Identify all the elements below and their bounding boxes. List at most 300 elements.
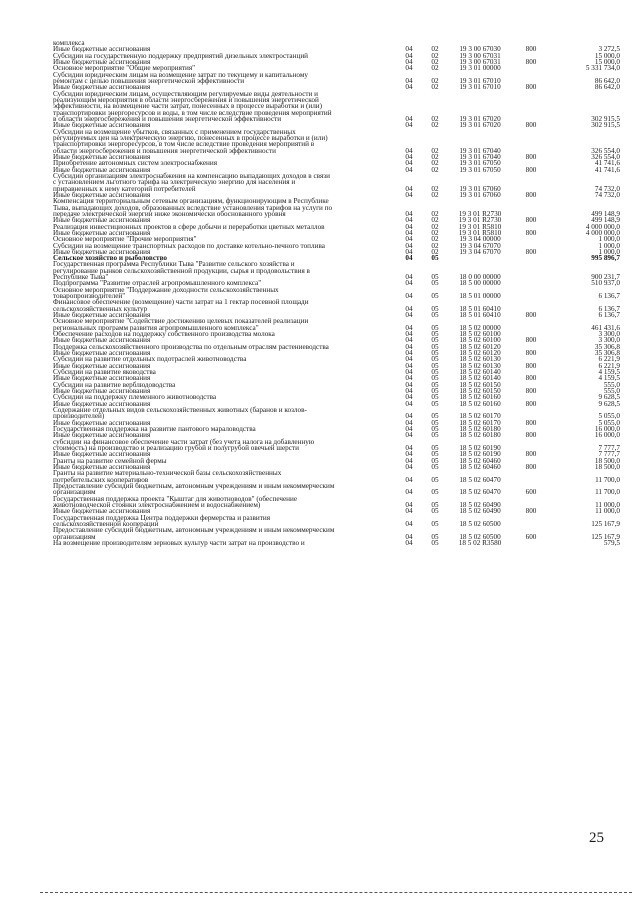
row-name: Тыва, выпадающих доходов, образованных вследствие установления тарифов на услуги по [53,203,333,212]
row-target-code: 19 3 01 R5810 [458,222,502,231]
row-name: Основное мероприятие "Содействие достижению целевых показателей реализации [53,317,309,326]
row-amount: 86 642,0 [594,83,620,92]
row-amount: 3 272,5 [598,45,620,54]
row-amount: 9 628,5 [598,399,620,408]
row-expense-type: 600 [525,532,537,541]
row-target-code: 18 5 02 60180 [459,431,501,440]
row-amount: 302 915,5 [591,114,620,123]
row-name: Государственная поддержка проекта "Кыштаг для животноводов" (обеспечение [53,494,298,503]
row-subsection: 02 [431,45,439,54]
row-amount: 15 000,0 [594,51,620,60]
row-name: Иные бюджетные ассигнования [53,45,151,54]
row-target-code: 18 5 02 60170 [459,412,501,421]
row-expense-type: 800 [525,311,537,320]
row-subsection: 02 [431,64,439,73]
row-amount: 499 148,9 [591,216,620,225]
row-target-code: 18 5 02 60500 [459,519,501,528]
row-target-code: 18 5 02 60120 [459,342,501,351]
row-target-code: 18 5 02 60150 [459,387,501,396]
row-name: Республике Тыва" [53,273,109,282]
row-name: товаропроизводителей" [53,292,126,301]
row-target-code: 18 0 00 00000 [459,273,501,282]
row-amount: 35 306,8 [594,342,620,351]
row-section: 04 [405,64,413,73]
row-subsection: 02 [431,76,439,85]
row-section: 04 [405,387,413,396]
row-name: Иные бюджетные ассигнования [53,507,151,516]
row-name: Компенсация территориальным сетевым организациям, функционирующим в Республике [53,197,329,206]
row-name: Обеспечение расходов на поддержку собственного производства молока [53,330,275,339]
row-subsection: 02 [431,159,439,168]
row-section: 04 [405,425,413,434]
row-section: 04 [405,431,413,440]
row-subsection: 05 [431,279,439,288]
row-subsection: 05 [431,361,439,370]
row-expense-type: 800 [525,216,537,225]
row-name: транспортировки энергоресурсов, в том числе вследствие проведения мероприятий в [53,140,315,149]
row-target-code: 18 5 02 60130 [459,355,501,364]
row-name: Подпрограмма "Развитие отраслей агропромышленного комплекса" [53,279,262,288]
row-section: 04 [405,114,413,123]
row-subsection: 05 [431,336,439,345]
row-expense-type: 800 [525,190,537,199]
row-amount: 125 167,9 [591,532,620,541]
row-name: комплекса [53,39,85,47]
row-name: Основное мероприятие "Общие мероприятия" [53,64,196,73]
row-amount: 555,0 [603,387,620,396]
row-name: Поддержка сельскохозяйственного производства по отдельным отраслям растениеводства [53,342,329,351]
row-target-code: 19 3 01 67060 [459,184,501,193]
row-section: 04 [405,51,413,60]
row-target-code: 19 3 04 00000 [459,235,501,244]
row-name: Иные бюджетные ассигнования [53,349,151,358]
row-name: Субсидии юридическим лицам, осуществляющим регулируемые виды деятельности и [53,89,319,98]
row-name: Иные бюджетные ассигнования [53,374,151,383]
row-section: 04 [405,456,413,465]
row-section: 04 [405,462,413,471]
row-subsection: 02 [431,146,439,155]
row-name: реализующим мероприятия в области энергосбережения и повышения энергетической [53,95,319,104]
row-expense-type: 800 [525,121,537,130]
row-target-code: 19 3 04 67070 [459,241,501,250]
row-name: Субсидии на возмещение транспортных расходов по доставке котельно-печного топлива [53,241,325,250]
row-section: 04 [405,507,413,516]
row-name: Субсидии организациям электроснабжения на компенсацию выпадающих доходов в связи [53,171,330,180]
row-target-code: 18 5 02 60140 [459,374,501,383]
row-subsection: 05 [431,519,439,528]
row-amount: 6 136,7 [598,292,620,301]
row-section: 04 [405,519,413,528]
row-subsection: 02 [431,216,439,225]
row-amount: 18 500,0 [594,456,620,465]
row-target-code: 19 3 01 67010 [459,83,501,92]
row-amount: 3 300,0 [598,330,620,339]
row-target-code: 19 3 01 67020 [459,114,501,123]
row-expense-type: 800 [525,45,537,54]
row-section: 04 [405,190,413,199]
row-subsection: 05 [431,475,439,484]
row-amount: 579,5 [603,538,620,547]
row-expense-type: 800 [525,83,537,92]
row-section: 04 [405,159,413,168]
row-subsection: 05 [431,380,439,389]
row-section: 04 [405,450,413,459]
row-amount: 7 777,7 [598,444,620,452]
row-subsection: 05 [431,254,439,263]
row-amount: 15 000,0 [594,57,620,66]
row-section: 04 [405,330,413,339]
row-name: Иные бюджетные ассигнования [53,216,151,225]
row-amount: 16 000,0 [594,431,620,440]
row-amount: 6 136,7 [598,311,620,320]
row-target-code: 19 3 01 67040 [459,152,501,161]
row-subsection: 05 [431,273,439,282]
row-target-code: 18 5 02 60500 [459,532,501,541]
row-subsection: 02 [431,165,439,174]
row-amount: 4 159,5 [598,368,620,377]
row-target-code: 18 5 02 60100 [459,336,501,345]
row-subsection: 02 [431,114,439,123]
row-name: На возмещение производителям зерновых культур части затрат на производство и [53,538,305,547]
row-target-code: 18 5 02 60470 [459,488,501,497]
row-subsection: 05 [431,450,439,459]
row-expense-type: 800 [525,228,537,237]
row-section: 04 [405,121,413,130]
row-target-code: 19 3 01 67060 [459,190,501,199]
row-name: Иные бюджетные ассигнования [53,57,151,66]
row-amount: 6 221,9 [598,361,620,370]
row-name: организациям [53,532,96,541]
row-name: Иные бюджетные ассигнования [53,361,151,370]
row-subsection: 05 [431,488,439,497]
row-name: области энергосбережения и повышения энергетической эффективности [53,146,276,155]
row-amount: 11 000,0 [595,507,620,516]
row-subsection: 05 [431,368,439,377]
row-amount: 6 221,9 [598,355,620,364]
row-subsection: 05 [431,412,439,421]
row-section: 04 [405,146,413,155]
row-name: Государственная поддержка на развитие пантового мараловодства [53,425,256,434]
row-section: 04 [405,222,413,231]
row-section: 04 [405,538,413,547]
row-name: Содержание отдельных видов сельскохозяйственных животных (баранов и козлов- [53,406,307,415]
row-target-code: 18 5 02 60140 [459,368,501,377]
row-amount: 5 331 734,0 [585,64,620,73]
row-expense-type: 600 [525,488,537,497]
row-subsection: 05 [431,538,439,547]
row-target-code: 19 3 00 67030 [459,45,501,54]
row-amount: 74 732,0 [594,190,620,199]
row-section: 04 [405,241,413,250]
row-target-code: 19 3 00 67031 [459,51,501,60]
row-name: организациям [53,488,96,497]
row-amount: 11 000,0 [595,500,620,509]
page-number: 25 [589,830,604,846]
row-target-code: 19 3 00 67031 [459,57,501,66]
row-name: субсидии на финансовое обеспечение части затрат (без учета налога на добавленную [53,437,315,446]
row-subsection: 05 [431,349,439,358]
row-section: 04 [405,349,413,358]
row-name: Субсидии на государственную поддержку предприятий дизельных электростанций [53,51,309,60]
row-name: в области энергосбережения и повышения энергетической эффективности [53,114,282,123]
row-section: 04 [405,57,413,66]
row-target-code: 18 5 00 00000 [459,279,501,288]
row-subsection: 05 [431,342,439,351]
row-subsection: 05 [431,323,439,332]
row-section: 04 [405,209,413,218]
row-section: 04 [405,342,413,351]
row-section: 04 [405,380,413,389]
row-target-code: 19 3 01 67050 [459,165,501,174]
row-subsection: 05 [431,418,439,427]
row-name: приравненных к нему категорий потребителей [53,184,196,193]
row-subsection: 02 [431,209,439,218]
row-amount: 35 306,8 [594,349,620,358]
row-amount: 11 700,0 [595,475,620,484]
row-amount: 7 777,7 [598,450,620,459]
row-subsection: 05 [431,393,439,402]
row-name: регулирование рынков сельскохозяйственной продукции, сырья и продовольствия в [53,266,310,275]
row-target-code: 18 5 02 60180 [459,425,501,434]
row-section: 04 [405,184,413,193]
row-section: 04 [405,165,413,174]
row-name: Финансовое обеспечение (возмещение) части затрат на 1 гектар посевной площади [53,298,309,307]
row-subsection: 05 [431,462,439,471]
row-amount: 326 554,0 [591,146,620,155]
row-subsection: 02 [431,190,439,199]
row-target-code: 18 5 02 R3580 [458,538,502,547]
row-target-code: 18 5 02 60160 [459,399,501,408]
row-section: 04 [405,83,413,92]
row-target-code: 18 5 02 60170 [459,418,501,427]
row-section: 04 [405,235,413,244]
row-amount: 18 500,0 [594,462,620,471]
row-target-code: 18 5 02 60490 [459,507,501,516]
row-amount: 302 915,5 [591,121,620,130]
row-subsection: 05 [431,304,439,313]
row-subsection: 02 [431,83,439,92]
row-amount: 11 700,0 [595,488,620,497]
row-subsection: 05 [431,374,439,383]
row-amount: 900 231,7 [591,273,620,282]
row-name: передаче электрической энергии ниже экономически обоснованного уровня [53,209,286,218]
row-target-code: 19 3 01 R2730 [458,209,502,218]
row-section: 04 [405,418,413,427]
row-target-code: 19 3 01 67020 [459,121,501,130]
row-subsection: 05 [431,532,439,541]
row-amount: 5 055,0 [598,418,620,427]
row-subsection: 05 [431,292,439,301]
row-expense-type: 800 [525,57,537,66]
row-section: 04 [405,279,413,288]
row-name: Иные бюджетные ассигнования [53,152,151,161]
row-expense-type: 800 [525,387,537,396]
row-name: Иные бюджетные ассигнования [53,418,151,427]
row-subsection: 02 [431,235,439,244]
row-name: Субсидии на развитие верблюдоводства [53,380,176,389]
row-section: 04 [405,355,413,364]
row-name: Иные бюджетные ассигнования [53,387,151,396]
row-name: Субсидии юридическим лицам на возмещение затрат по текущему и капитальному [53,70,309,79]
row-subsection: 02 [431,121,439,130]
row-name: Иные бюджетные ассигнования [53,228,151,237]
row-subsection: 02 [431,184,439,193]
row-amount: 4 000 000,0 [585,228,620,237]
row-amount: 4 000 000,0 [585,222,620,231]
row-name: регулируемых цен на электрическую энергию, понесенных в процессе выработки и (или) [53,133,328,142]
row-section: 04 [405,76,413,85]
row-section: 04 [405,488,413,497]
row-subsection: 05 [431,500,439,509]
row-section: 04 [405,152,413,161]
row-name: Приобретение автономных систем электроснабжения [53,159,218,168]
row-name: Субсидии на поддержку племенного животноводства [53,393,217,402]
row-name: Иные бюджетные ассигнования [53,247,151,256]
row-amount: 1 000,0 [598,247,620,256]
row-amount: 3 300,0 [598,336,620,345]
row-amount: 41 741,6 [594,165,620,174]
row-target-code: 18 5 02 60460 [459,456,501,465]
row-expense-type: 800 [525,507,537,516]
row-name: Сельское хозяйство и рыболовство [53,254,168,263]
row-name: эффективности, на возмещение части затрат, понесенных в процессе выработки и (или) [53,102,323,111]
row-subsection: 05 [431,425,439,434]
row-name: Иные бюджетные ассигнования [53,311,151,320]
row-name: Предоставление субсидий бюджетным, автономным учреждениям и иным некоммерческим [53,526,335,535]
row-name: Иные бюджетные ассигнования [53,462,151,471]
row-expense-type: 800 [525,450,537,459]
row-section: 04 [405,336,413,345]
row-amount: 86 642,0 [594,76,620,85]
row-subsection: 02 [431,241,439,250]
row-target-code: 18 5 02 60490 [459,500,501,509]
row-subsection: 05 [431,330,439,339]
row-name: транспортировки энергоресурсов и воды, в том числе вследствие проведения мероприятий [53,108,332,117]
row-name: Иные бюджетные ассигнования [53,83,151,92]
row-target-code: 18 5 02 60130 [459,361,501,370]
row-subsection: 05 [431,444,439,452]
row-expense-type [513,540,549,546]
row-subsection: 05 [431,355,439,364]
row-subsection: 02 [431,152,439,161]
row-section: 04 [405,412,413,421]
row-name: Гранты на развитие семейной фермы [53,456,167,465]
row-section: 04 [405,399,413,408]
row-section: 04 [405,374,413,383]
row-amount: 510 937,0 [591,279,620,288]
row-expense-type: 800 [525,374,537,383]
row-section: 04 [405,228,413,237]
row-name: Государственная поддержка Центра поддержки фермерства и развития [53,513,271,522]
row-target-code: 18 5 02 60470 [459,475,501,484]
row-section: 04 [405,532,413,541]
row-target-code: 19 3 01 67040 [459,146,501,155]
row-amount: 1 000,0 [598,235,620,244]
row-amount: 555,0 [603,380,620,389]
row-target-code: 19 3 01 67050 [459,159,501,168]
row-target-code: 18 5 02 60120 [459,349,501,358]
row-target-code: 18 5 02 60100 [459,330,501,339]
row-target-code: 18 5 02 60190 [459,444,501,452]
row-amount: 74 732,0 [594,184,620,193]
row-section: 04 [405,304,413,313]
row-amount: 6 136,7 [598,304,620,313]
row-amount: 9 628,5 [598,393,620,402]
row-name: Субсидии на развитие отдельных подотраслей животноводства [53,355,247,364]
row-name: Субсидии на развитие яководства [53,368,156,377]
row-subsection: 02 [431,247,439,256]
row-name: Иные бюджетные ассигнования [53,336,151,345]
row-target-code: 18 5 01 60410 [459,311,501,320]
row-section: 04 [405,500,413,509]
row-name: стоимость) на производство и реализацию грубой и полугрубой овечьей шерсти [53,444,299,452]
row-name: сельскохозяйственных культур [53,304,148,313]
row-name: производителей) [53,412,105,421]
row-name: с установлением льготного тарифа на электрическую энергию для населения и [53,178,296,187]
row-amount: 16 000,0 [594,425,620,434]
row-subsection: 05 [431,399,439,408]
row-amount: 125 167,9 [591,519,620,528]
row-target-code: 18 5 02 60160 [459,393,501,402]
row-section: 04 [405,323,413,332]
row-section: 04 [405,361,413,370]
row-name: Субсидии на возмещение убытков, связанных с применением государственных [53,127,296,136]
row-section: 04 [405,368,413,377]
row-section: 04 [405,393,413,402]
row-name: Основное мероприятие "Поддержание доходности сельскохозяйственных [53,285,279,294]
row-name: Иные бюджетные ассигнования [53,190,151,199]
row-amount: 41 741,6 [594,159,620,168]
row-subsection: 02 [431,57,439,66]
row-name: Иные бюджетные ассигнования [53,121,151,130]
row-expense-type: 800 [525,336,537,345]
row-name: потребительских кооперативов [53,475,149,484]
row-name: животноводческой стоянки электроснабжением и водоснабжением) [53,500,261,509]
row-amount: 461 431,6 [591,323,620,332]
row-subsection: 05 [431,431,439,440]
row-target-code: 18 5 01 60410 [459,304,501,313]
row-section: 04 [405,444,413,452]
row-name: Иные бюджетные ассигнования [53,399,151,408]
row-target-code: 18 5 02 60190 [459,450,501,459]
row-section: 04 [405,292,413,301]
row-target-code: 18 5 02 00000 [459,323,501,332]
row-subsection: 02 [431,51,439,60]
row-section: 04 [405,247,413,256]
row-section: 04 [405,254,413,263]
row-subsection: 05 [431,507,439,516]
row-target-code: 18 5 02 60460 [459,462,501,471]
row-name: Предоставление субсидий бюджетным, автономным учреждениям и иным некоммерческим [53,481,335,490]
budget-table [52,40,622,546]
row-section: 04 [405,216,413,225]
row-target-code: 19 3 01 R5810 [458,228,502,237]
row-amount: 4 159,5 [598,374,620,383]
row-target-code: 18 5 02 60150 [459,380,501,389]
row-name: Государственная программа Республики Тыва "Развитие сельского хозяйства и [53,260,295,269]
row-subsection: 02 [431,228,439,237]
row-expense-type: 800 [525,462,537,471]
row-target-code: 19 3 01 00000 [459,64,501,73]
row-expense-type: 800 [525,361,537,370]
row-name: региональных программ развития агропромышленного комплекса" [53,323,259,332]
row-name: Основное мероприятие "Прочие мероприятия" [53,235,197,244]
row-name: Иные бюджетные ассигнования [53,431,151,440]
row-expense-type: 800 [525,418,537,427]
row-target-code: 19 3 01 67010 [459,76,501,85]
row-amount: 326 554,0 [591,152,620,161]
footer-divider [40,892,632,893]
